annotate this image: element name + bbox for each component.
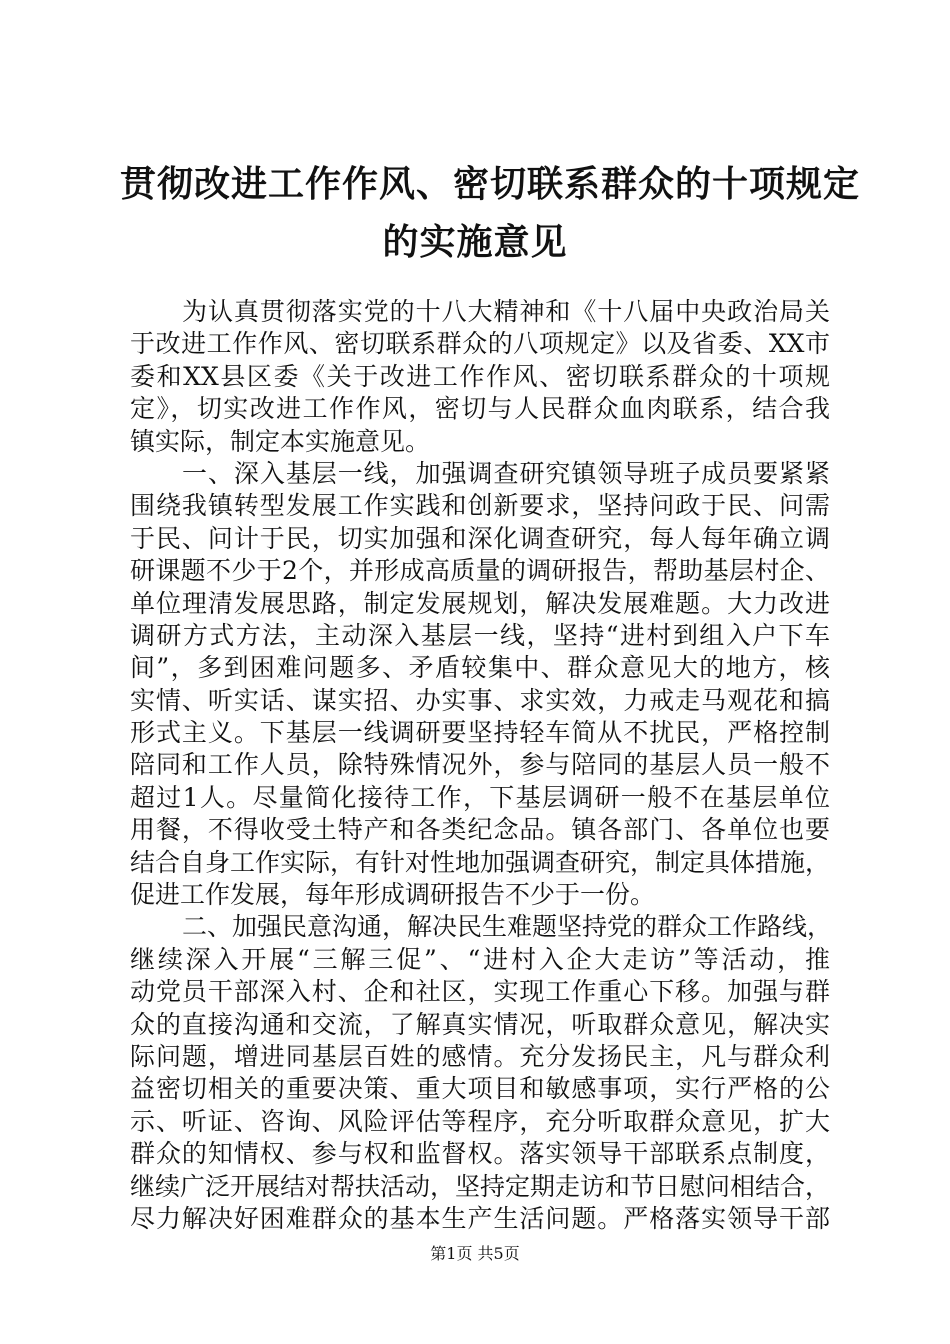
body-line: 尽力解决好困难群众的基本生产生活问题。严格落实领导干部 xyxy=(130,1203,830,1233)
body-line: 益密切相关的重要决策、重大项目和敏感事项，实行严格的公 xyxy=(130,1074,830,1104)
body-line: 超过1人。尽量简化接待工作，下基层调研一般不在基层单位 xyxy=(130,782,830,812)
body-line: 镇实际，制定本实施意见。 xyxy=(130,426,431,456)
body-line: 单位理清发展思路，制定发展规划，解决发展难题。大力改进 xyxy=(130,588,830,618)
body-line: 于民、问计于民，切实加强和深化调查研究，每人每年确立调 xyxy=(130,523,830,553)
body-line: 于改进工作作风、密切联系群众的八项规定》以及省委、XX市 xyxy=(130,329,830,359)
body-line: 用餐，不得收受土特产和各类纪念品。镇各部门、各单位也要 xyxy=(130,815,830,845)
body-line: 际问题，增进同基层百姓的感情。充分发扬民主，凡与群众利 xyxy=(130,1041,830,1071)
document-title-line-1: 贯彻改进工作作风、密切联系群众的十项规定 xyxy=(120,163,861,205)
body-line: 定》，切实改进工作作风，密切与人民群众血肉联系，结合我 xyxy=(130,394,830,424)
body-line: 实情、听实话、谋实招、办实事、求实效，力戒走马观花和搞 xyxy=(130,685,830,715)
body-line: 围绕我镇转型发展工作实践和创新要求，坚持问政于民、问需 xyxy=(130,491,830,521)
body-line: 动党员干部深入村、企和社区，实现工作重心下移。加强与群 xyxy=(130,977,830,1007)
body-line: 调研方式方法，主动深入基层一线，坚持“进村到组入户下车 xyxy=(130,620,830,650)
body-line: 促进工作发展，每年形成调研报告不少于一份。 xyxy=(130,880,656,910)
page-footer: 第1页 共5页 xyxy=(430,1244,520,1263)
body-line: 研课题不少于2个，并形成高质量的调研报告，帮助基层村企、 xyxy=(130,556,830,586)
body-line: 陪同和工作人员，除特殊情况外，参与陪同的基层人员一般不 xyxy=(130,750,830,780)
document-body xyxy=(130,296,833,1235)
body-line: 众的直接沟通和交流，了解真实情况，听取群众意见，解决实 xyxy=(130,1009,830,1039)
body-line: 形式主义。下基层一线调研要坚持轻车简从不扰民，严格控制 xyxy=(130,718,830,748)
body-line: 继续广泛开展结对帮扶活动，坚持定期走访和节日慰问相结合， xyxy=(130,1171,831,1201)
body-line: 一、深入基层一线，加强调查研究镇领导班子成员要紧紧 xyxy=(182,458,830,488)
body-line: 间”，多到困难问题多、矛盾较集中、群众意见大的地方，核 xyxy=(130,653,830,683)
body-line: 结合自身工作实际，有针对性地加强调查研究，制定具体措施， xyxy=(130,847,831,877)
body-line: 二、加强民意沟通，解决民生难题坚持党的群众工作路线， xyxy=(182,912,833,942)
body-line: 示、听证、咨询、风险评估等程序，充分听取群众意见，扩大 xyxy=(130,1106,830,1136)
body-line: 继续深入开展“三解三促”、“进村入企大走访”等活动，推 xyxy=(130,944,830,974)
document-title-line-2: 的实施意见 xyxy=(382,221,568,263)
body-line: 为认真贯彻落实党的十八大精神和《十八届中央政治局关 xyxy=(182,297,830,326)
body-line: 群众的知情权、参与权和监督权。落实领导干部联系点制度， xyxy=(130,1139,830,1169)
body-line: 委和XX县区委《关于改进工作作风、密切联系群众的十项规 xyxy=(130,361,830,391)
